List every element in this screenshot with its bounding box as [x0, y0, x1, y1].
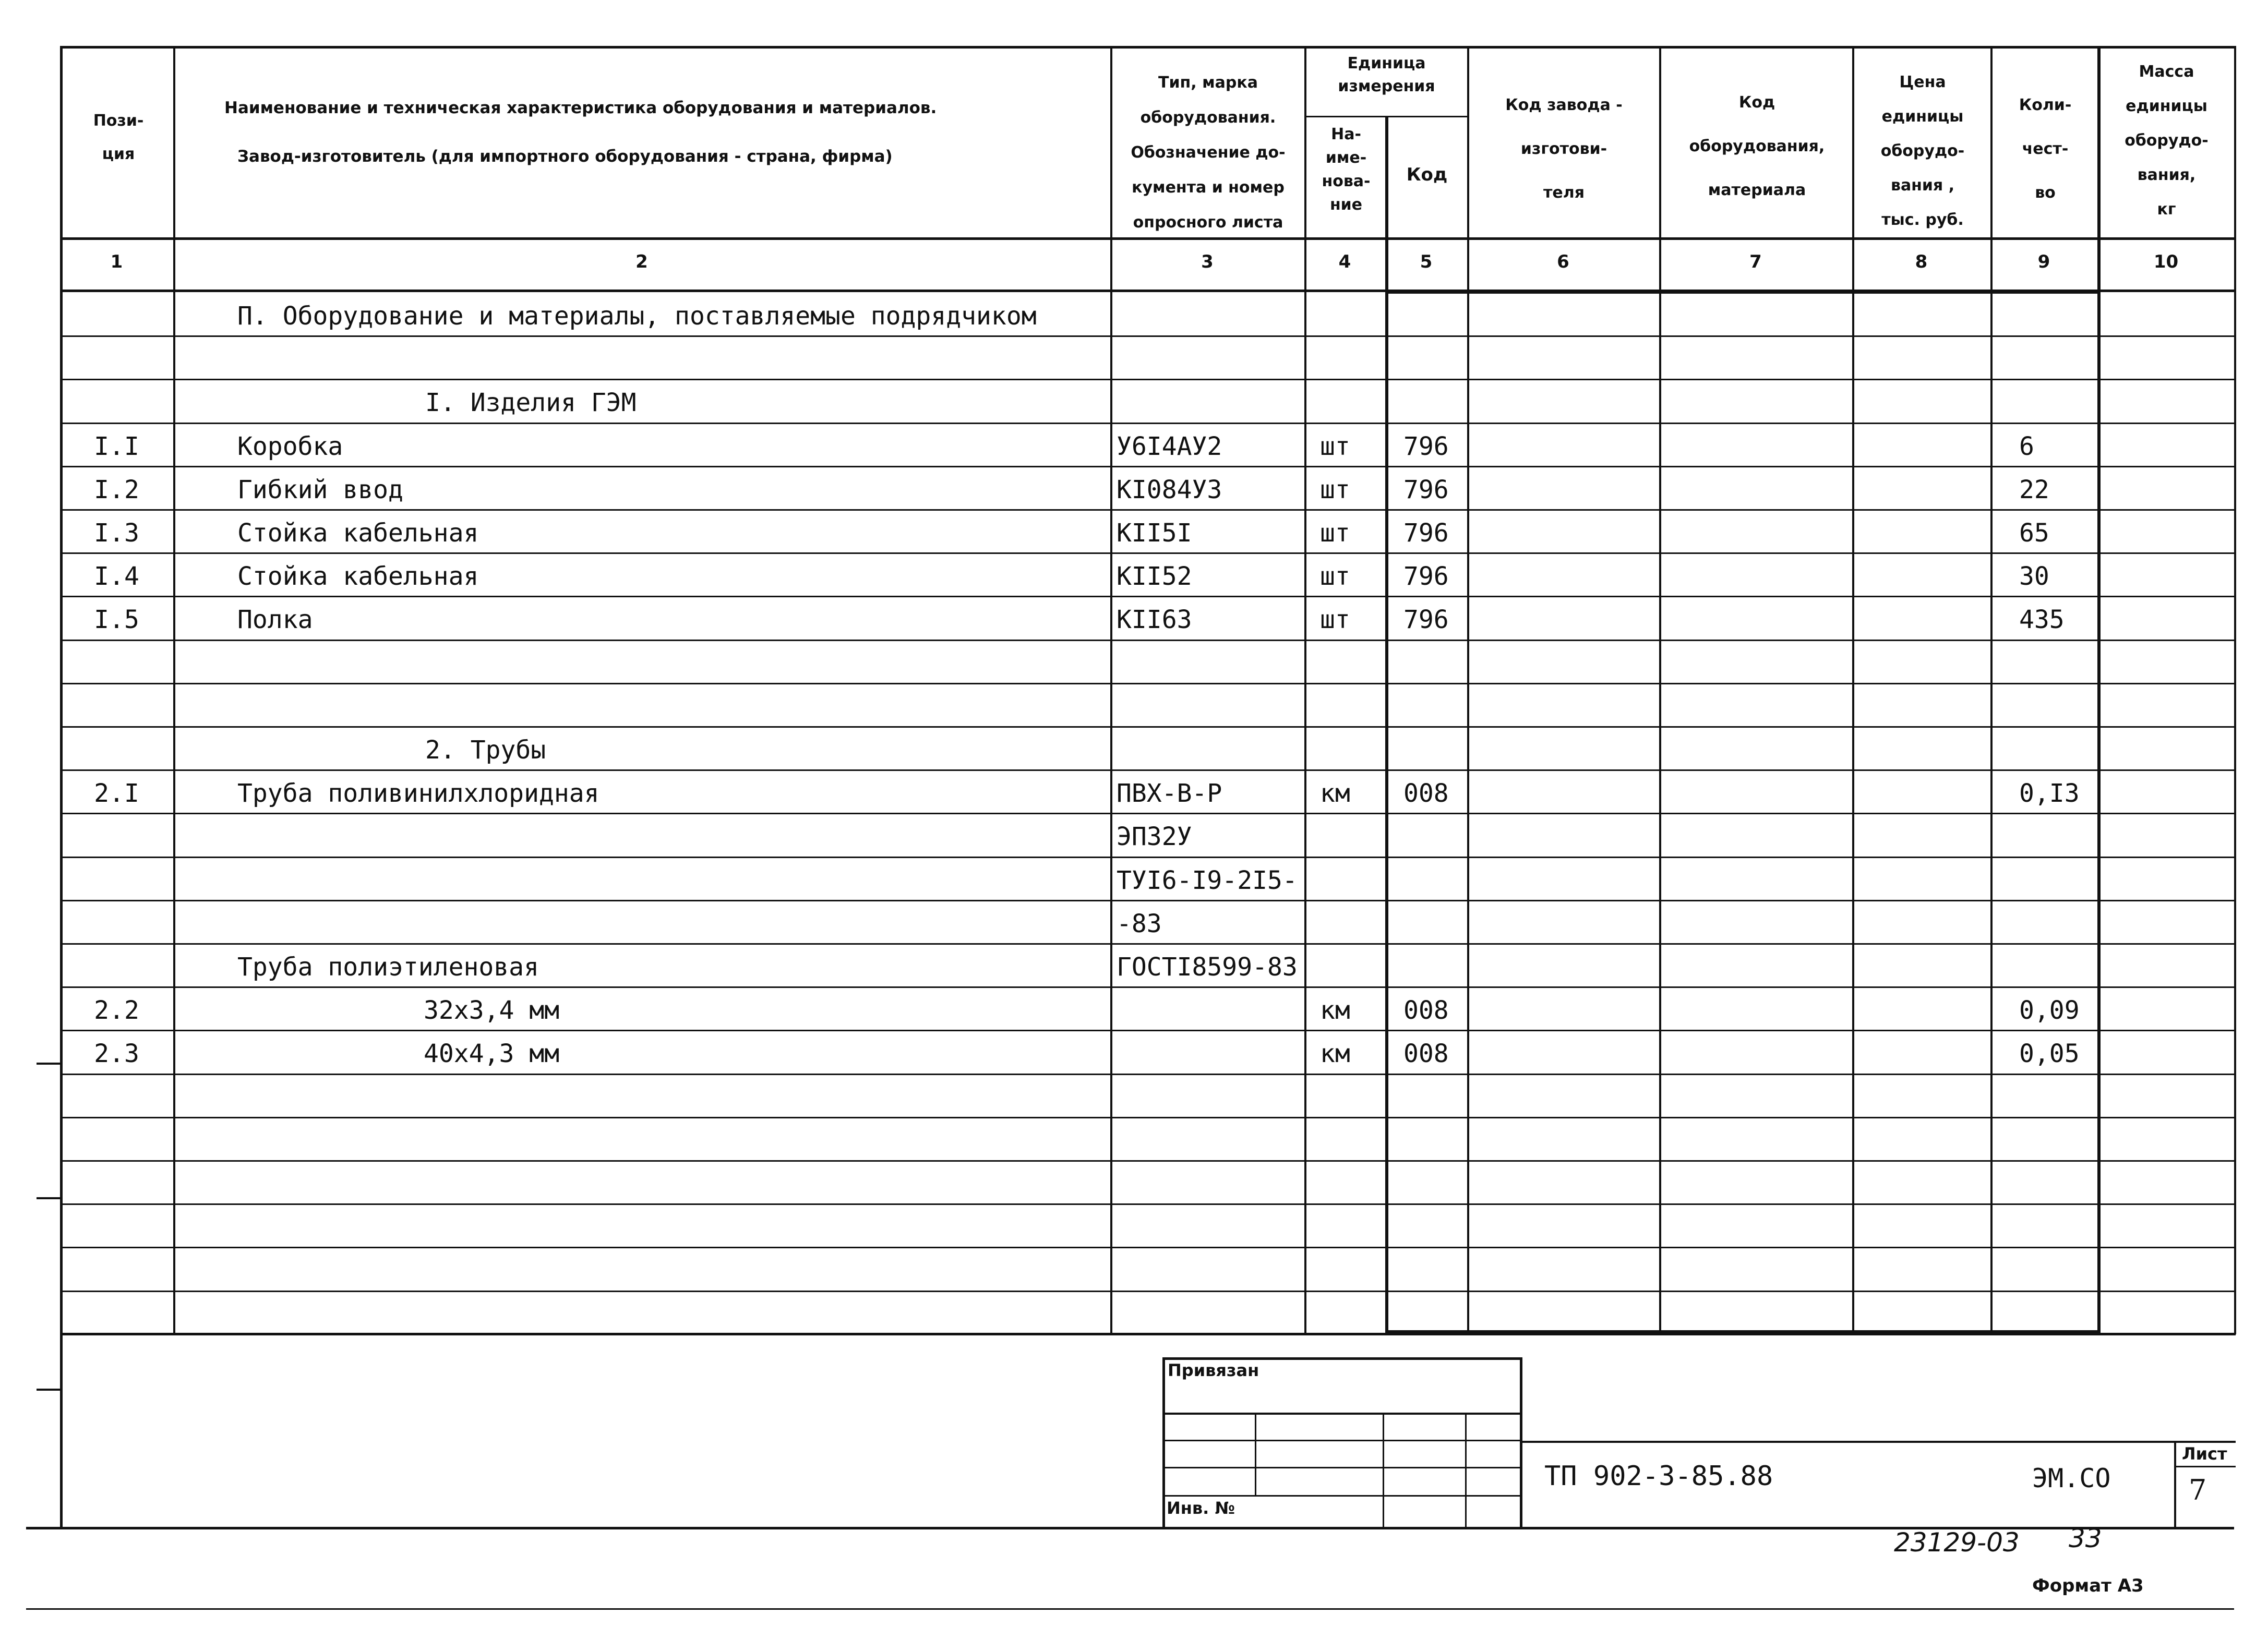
column-number: 9	[2037, 251, 2050, 272]
bound-box-left	[1162, 1357, 1165, 1527]
column-divider	[173, 46, 175, 1334]
quantity-cell: 30	[2019, 562, 2049, 591]
unit-name-cell: км	[1320, 996, 1350, 1025]
quantity-cell: 435	[2019, 605, 2065, 634]
name-cell: Труба поливинилхлоридная	[237, 779, 599, 808]
column-number: 7	[1749, 251, 1762, 272]
type-cell: ГОСТI8599-83	[1117, 953, 1298, 982]
header-name-line2: Завод-изготовитель (для импортного оборудования - страна, фирма)	[237, 147, 893, 166]
format-label: Формат А3	[2032, 1575, 2144, 1596]
unit-name-cell: шт	[1320, 605, 1350, 634]
inventory-number-label: Инв. №	[1167, 1498, 1235, 1518]
archive-number: 23129-03	[1894, 1527, 2020, 1558]
sheet-bottom-line	[26, 1608, 2234, 1610]
unit-code-cell: 008	[1403, 996, 1449, 1025]
type-cell: КII5I	[1117, 519, 1192, 548]
row-divider	[60, 769, 2236, 771]
header-equipment-code: Код оборудования, материала	[1689, 93, 1825, 199]
row-divider	[60, 379, 2236, 380]
row-divider	[60, 1074, 2236, 1075]
name-cell: Гибкий ввод	[237, 475, 403, 504]
bound-box-vsep3	[1465, 1413, 1467, 1527]
column-divider	[2097, 46, 2101, 1334]
column-divider	[1385, 116, 1388, 1334]
row-divider	[60, 423, 2236, 424]
row-divider	[60, 1030, 2236, 1031]
row-divider	[60, 683, 2236, 684]
unit-name-cell: км	[1320, 779, 1350, 808]
name-cell: Стойка кабельная	[237, 519, 479, 548]
doc-code-top-line	[1520, 1441, 2236, 1443]
unit-code-cell: 796	[1403, 475, 1449, 504]
unit-code-cell: 796	[1403, 432, 1449, 461]
quantity-cell: 6	[2019, 432, 2034, 461]
column-number: 2	[635, 251, 648, 272]
position-cell: 2.2	[94, 996, 139, 1025]
quantity-cell: 65	[2019, 519, 2049, 548]
position-cell: I.I	[94, 432, 139, 461]
bound-box-top	[1162, 1357, 1522, 1360]
type-cell: КI084У3	[1117, 475, 1222, 504]
margin-tick	[37, 1197, 62, 1199]
column-number: 4	[1338, 251, 1351, 272]
margin-tick	[37, 1389, 62, 1391]
row-divider	[60, 726, 2236, 728]
name-cell: Полка	[237, 605, 313, 634]
header-unit-name: На- име- нова- ние	[1322, 125, 1371, 214]
margin-tick	[37, 1063, 62, 1065]
column-divider	[1467, 46, 1469, 1334]
row-divider	[60, 1160, 2236, 1162]
position-cell: I.5	[94, 605, 139, 634]
sheet-number: 7	[2189, 1474, 2207, 1507]
table-top-border	[60, 46, 2236, 49]
quantity-cell: 0,05	[2019, 1039, 2080, 1068]
column-divider	[1304, 46, 1306, 1334]
quantity-cell: 22	[2019, 475, 2049, 504]
section-code: ЭМ.СО	[2032, 1463, 2111, 1493]
type-cell: КII52	[1117, 562, 1192, 591]
bound-box-line2	[1162, 1440, 1522, 1441]
column-divider	[1659, 46, 1661, 1334]
position-cell: I.3	[94, 519, 139, 548]
bound-box-line3	[1162, 1467, 1522, 1468]
unit-name-cell: км	[1320, 1039, 1350, 1068]
header-type: Тип, марка оборудования. Обозначение до- кумента и номер опросного листа	[1131, 74, 1286, 232]
bound-box-line4	[1162, 1495, 1522, 1497]
unit-code-cell: 008	[1403, 779, 1449, 808]
header-unit-group: Единица измерения	[1338, 54, 1435, 95]
position-cell: I.2	[94, 475, 139, 504]
column-number: 1	[110, 251, 123, 272]
bound-label: Привязан	[1168, 1360, 1259, 1380]
name-cell: Стойка кабельная	[237, 562, 479, 591]
header-unit-code: Код	[1406, 164, 1448, 185]
bound-box-vsep2	[1383, 1413, 1384, 1527]
type-cell: ТУI6-I9-2I5-	[1117, 866, 1298, 895]
type-cell: КII63	[1117, 605, 1192, 634]
row-divider	[60, 1291, 2236, 1292]
name-cell: Труба полиэтиленовая	[237, 953, 539, 982]
sheet-label: Лист	[2182, 1444, 2227, 1464]
column-divider	[1110, 46, 1112, 1334]
sheet-box-left	[2174, 1441, 2176, 1527]
type-cell: У6I4АУ2	[1117, 432, 1222, 461]
column-number: 6	[1557, 251, 1569, 272]
unit-name-cell: шт	[1320, 519, 1350, 548]
header-maker-code: Код завода - изготови- теля	[1505, 96, 1623, 202]
header-price: Цена единицы оборудо- вания , тыс. руб.	[1880, 73, 1965, 229]
header-quantity: Коли- чест- во	[2019, 96, 2072, 202]
row-divider	[60, 1247, 2236, 1248]
position-cell: 2.3	[94, 1039, 139, 1068]
column-divider	[1852, 46, 1854, 1334]
unit-code-cell: 796	[1403, 562, 1449, 591]
row-divider	[60, 1117, 2236, 1118]
name-cell: П. Оборудование и материалы, поставляемые подрядчиком	[237, 302, 1037, 331]
quantity-cell: 0,09	[2019, 996, 2080, 1025]
type-cell: ПВХ-В-Р	[1117, 779, 1222, 808]
unit-code-cell: 796	[1403, 519, 1449, 548]
sheet-box-mid	[2174, 1466, 2236, 1467]
type-cell: ЭП32У	[1117, 822, 1192, 851]
column-number: 5	[1420, 251, 1433, 272]
type-cell: -83	[1117, 909, 1162, 938]
row-divider	[60, 1203, 2236, 1205]
column-divider	[1990, 46, 1993, 1334]
name-cell: 32х3,4 мм	[424, 996, 560, 1025]
unit-code-cell: 796	[1403, 605, 1449, 634]
archive-page: 33	[2069, 1523, 2102, 1553]
header-name-line1: Наименование и техническая характеристика оборудования и материалов.	[224, 99, 937, 117]
bound-box-vsep1	[1255, 1413, 1256, 1496]
unit-name-cell: шт	[1320, 562, 1350, 591]
column-number: 3	[1201, 251, 1214, 272]
column-number: 10	[2153, 251, 2179, 272]
name-cell: 40х4,3 мм	[424, 1039, 560, 1068]
unit-code-cell: 008	[1403, 1039, 1449, 1068]
unit-name-cell: шт	[1320, 475, 1350, 504]
header-mass: Масса единицы оборудо- вания, кг	[2125, 63, 2209, 219]
unit-name-cell: шт	[1320, 432, 1350, 461]
bound-box-line1	[1162, 1413, 1522, 1415]
document-code: ТП 902-3-85.88	[1544, 1461, 1773, 1492]
header-position: Пози- ция	[93, 112, 144, 163]
position-cell: I.4	[94, 562, 139, 591]
name-cell: I. Изделия ГЭМ	[425, 388, 637, 417]
name-cell: 2. Трубы	[425, 736, 546, 765]
name-cell: Коробка	[237, 432, 343, 461]
quantity-cell: 0,I3	[2019, 779, 2080, 808]
column-number: 8	[1915, 251, 1928, 272]
position-cell: 2.I	[94, 779, 139, 808]
